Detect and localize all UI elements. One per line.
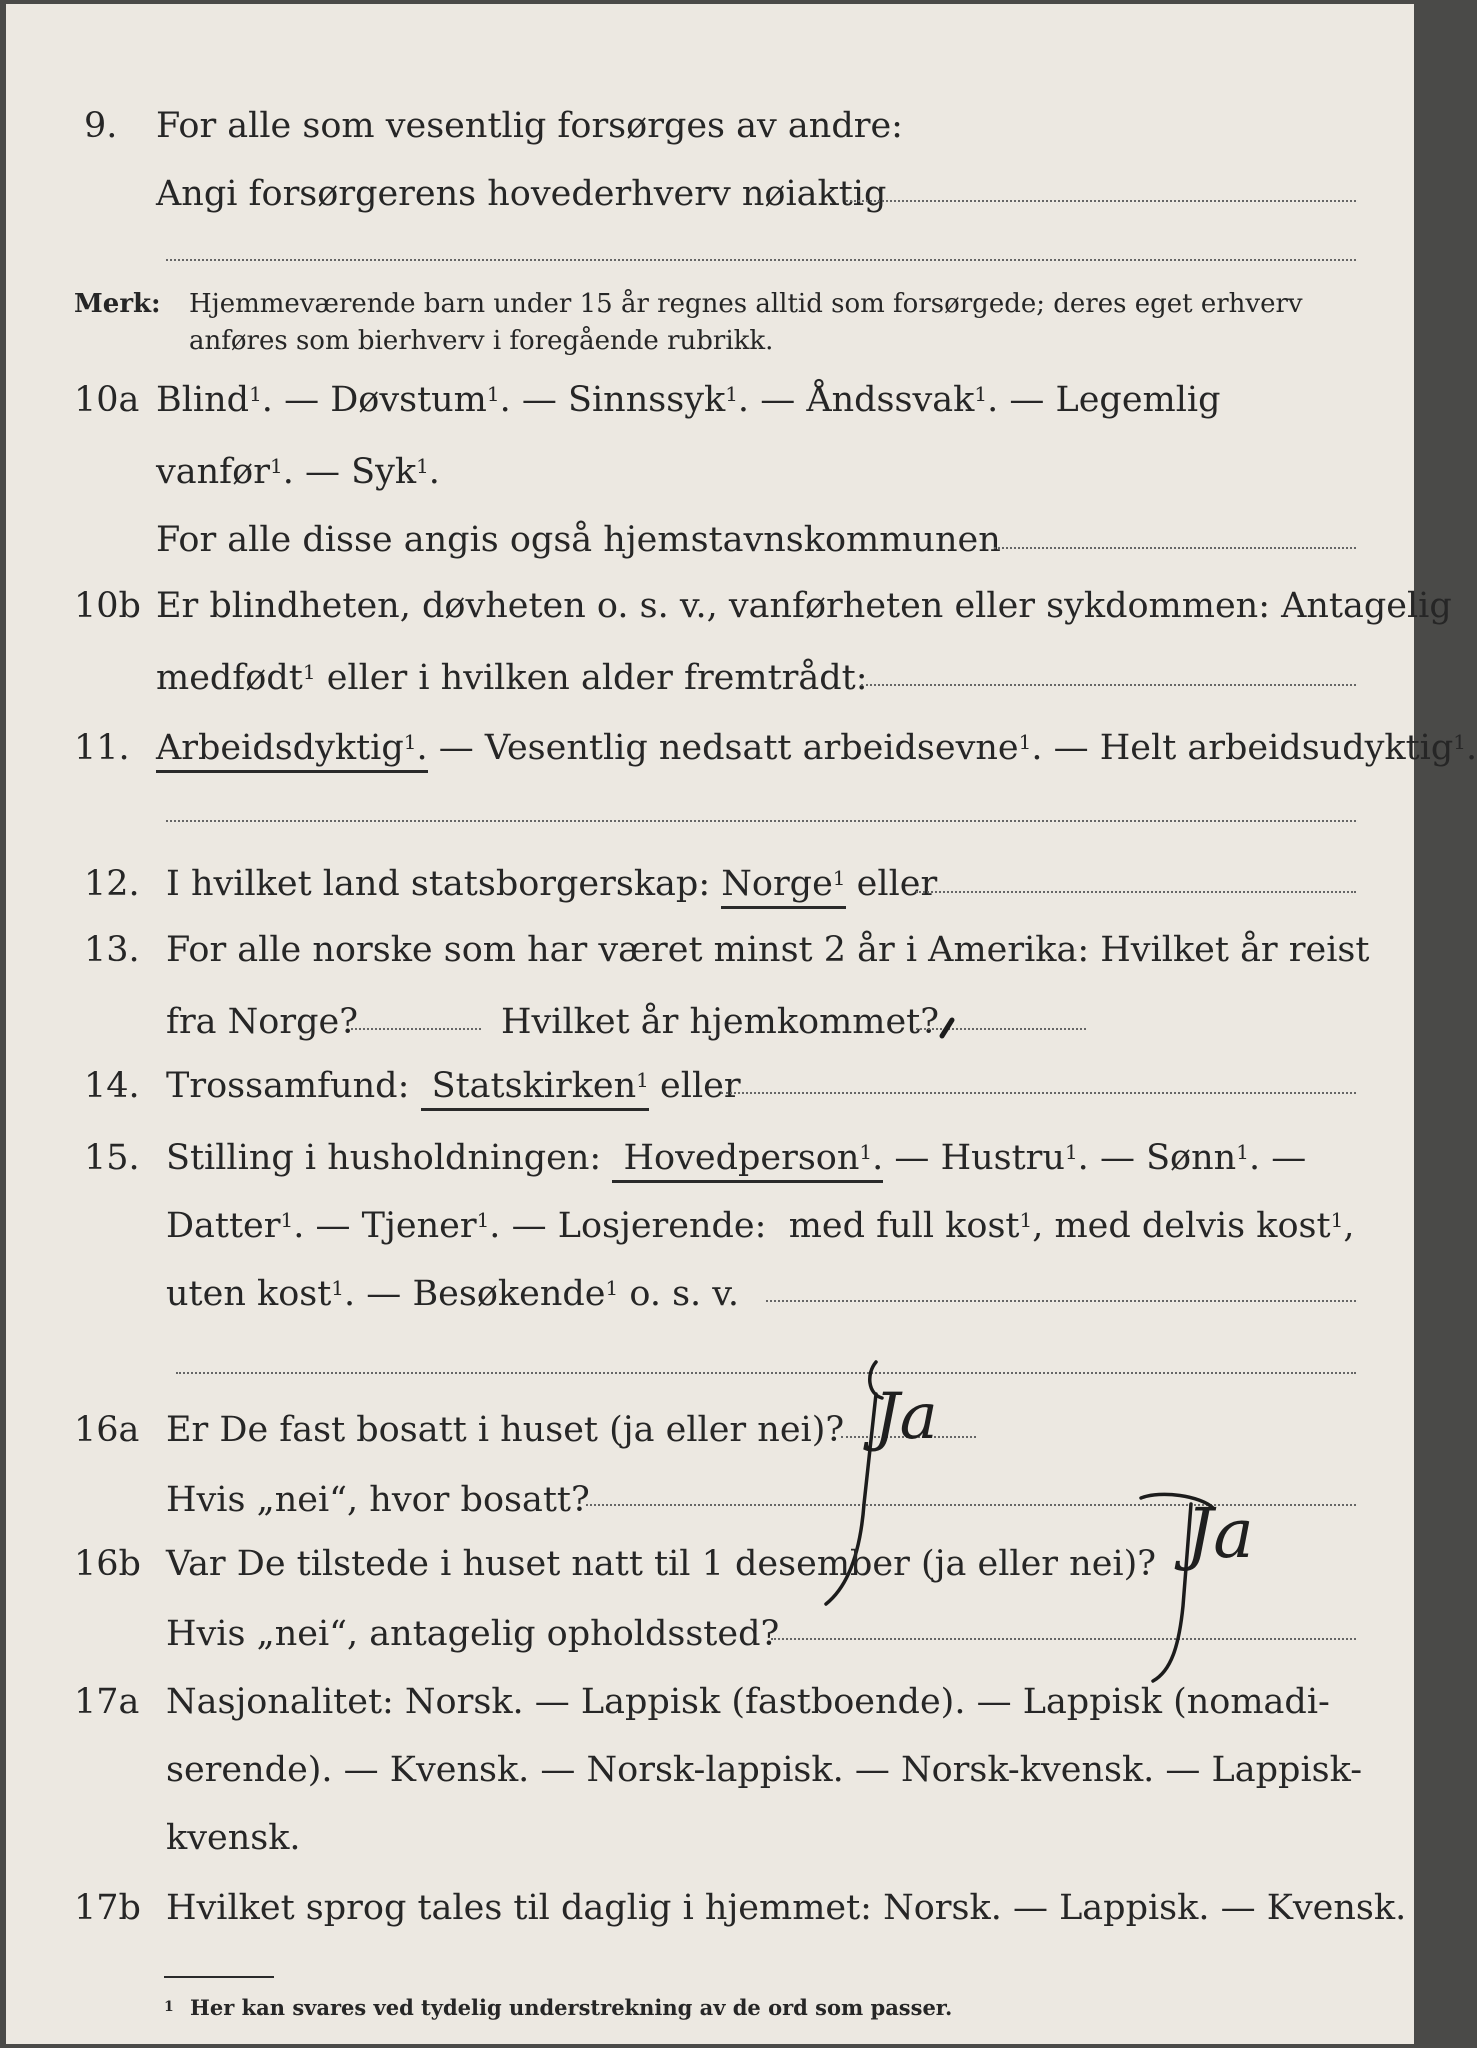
dash-7: — [1053,728,1089,768]
census-form-page [6,4,1477,2044]
q16b-line2: Hvis „nei“, antagelig opholdssted? [166,1614,780,1654]
opt-blind[interactable]: Blind [156,380,250,420]
sup-blind: 1 [249,382,262,406]
sup-vanfor: 1 [269,454,283,478]
ink-tick-mark [936,1016,960,1040]
opt-vanfor[interactable]: vanfør [156,452,270,492]
opt-datter[interactable]: Datter [166,1206,281,1246]
dash-1: — [284,380,320,420]
q15-line2: Datter$^1$. — Tjener$^1$. — Losjerende: med full kost$^1$, med delvis kost$^1$, [166,1206,1355,1246]
q17a-line3: kvensk. [166,1818,301,1858]
opt-medfodt[interactable]: medfødt [156,658,303,698]
q13-number: 13. [84,930,140,970]
q12-eller: eller [856,864,938,904]
q16a-number: 16a [74,1410,140,1450]
sup-hovedperson: 1 [859,1140,873,1164]
q17b-number: 17b [74,1888,141,1928]
q11-line: Arbeidsdyktig$^1$. — Vesentlig nedsatt arbeidsevne$^1$. — Helt arbeidsudyktig$^1$. [156,726,1477,770]
dash-6: — [438,728,474,768]
sup-besokende: 1 [605,1276,619,1300]
q17a-line1: Nasjonalitet: Norsk. — Lappisk (fastboende). — Lappisk (nomadi- [166,1682,1330,1722]
dash-12: — [511,1206,547,1246]
q16b-number: 16b [74,1544,141,1584]
q9-answer-field-2[interactable] [166,259,1356,261]
q14-line [166,1064,741,1108]
q17b-line1: Hvilket sprog tales til daglig i hjemmet: Norsk. — Lappisk. — Kvensk. [166,1888,1407,1928]
q16a-handwritten-answer: Ja [874,1380,938,1454]
sup-sinnssyk: 1 [725,382,738,406]
q16a-line2: Hvis „nei“, hvor bosatt? [166,1480,590,1520]
merk-line2: anføres som bierhverv i foregående rubrikk. [189,326,774,356]
q10a-answer-field[interactable] [994,547,1356,549]
opt-tjener[interactable]: Tjener [361,1206,477,1246]
sup-dovstum: 1 [486,382,500,406]
opt-hustru[interactable]: Hustru [940,1138,1065,1178]
q10b-line2 [156,656,868,700]
opt-syk[interactable]: Syk [351,452,417,492]
footnote-mark: 1 [164,1999,174,2015]
q13-reist-field[interactable] [351,1028,481,1030]
q10a-line2: vanfør$^1$. — Syk$^1$. [156,452,440,492]
opt-statskirken-label: Statskirken [431,1066,637,1106]
q12-line [166,862,937,906]
footnote-rule [164,1976,274,1978]
q9-answer-field[interactable] [846,200,1356,202]
q11-answer-field[interactable] [166,820,1356,822]
q17a-line2: serende). — Kvensk. — Norsk-lappisk. — Norsk-kvensk. — Lappisk- [166,1750,1363,1790]
q10a-number: 10a [74,380,140,420]
dash-3: — [760,380,796,420]
q15-text: Stilling i husholdningen: [166,1138,602,1178]
q9-number: 9. [84,106,118,146]
dash-5: — [304,452,340,492]
sup-udyktig: 1 [1453,730,1466,754]
q15-answer-field-2[interactable] [176,1372,1356,1374]
q14-number: 14. [84,1066,140,1106]
q15-losjerende: Losjerende: [557,1206,767,1246]
dash-13: — [366,1274,402,1314]
sup-delvis: 1 [1330,1208,1344,1232]
q10b-rest: eller i hvilken alder fremtrådt: [326,658,868,698]
opt-statskirken[interactable] [421,1066,649,1111]
q15-number: 15. [84,1138,140,1178]
merk-line1: Hjemmeværende barn under 15 år regnes alltid som forsørgede; deres eget erhverv [189,289,1303,319]
sup-norge: 1 [832,866,846,890]
sup-medfodt: 1 [302,660,316,684]
q13-line2b: Hvilket år hjemkommet? [501,1002,940,1042]
sup-sonn: 1 [1236,1140,1249,1164]
opt-arbeidsdyktig-label: Arbeidsdyktig [156,728,404,768]
sup-tjener: 1 [476,1208,490,1232]
opt-arbeidsdyktig[interactable]: Arbeidsdyktig$^1$. [156,728,428,773]
opt-udyktig[interactable]: Helt arbeidsudyktig [1099,728,1454,768]
handwritten-stroke-2 [1131,1486,1221,1686]
q17a-number: 17a [74,1682,140,1722]
q15-osv: o. s. v. [629,1274,740,1314]
opt-legemlig[interactable]: Legemlig [1055,380,1221,420]
q12-answer-field[interactable] [916,891,1356,893]
q14-text: Trossamfund: [166,1066,410,1106]
q15-answer-field[interactable] [766,1300,1356,1302]
opt-utenkost[interactable]: uten kost [166,1274,332,1314]
q10a-line3: For alle disse angis også hjemstavnskommunen [156,520,1001,560]
opt-dovstum[interactable]: Døvstum [330,380,487,420]
opt-sinnssyk[interactable]: Sinnssyk [568,380,726,420]
opt-delvis[interactable]: med delvis kost [1054,1206,1331,1246]
opt-hovedperson-label: Hovedperson [623,1138,860,1178]
q10b-line1: Er blindheten, døvheten o. s. v., vanførheten eller sykdommen: Antagelig [156,586,1452,626]
footnote-text: Her kan svares ved tydelig understrekning av de ord som passer. [190,1995,953,2020]
q10a-line1: Blind$^1$. — Døvstum$^1$. — Sinnssyk$^1$. — Åndssvak$^1$. — Legemlig [156,380,1221,420]
q13-line1: For alle norske som har været minst 2 år i Amerika: Hvilket år reist [166,930,1370,970]
q14-eller: eller [660,1066,741,1106]
opt-norge[interactable] [721,864,845,909]
sup-statskirken: 1 [636,1068,649,1092]
q12-text: I hvilket land statsborgerskap: [166,864,711,904]
sup-arbeidsdyktig: 1 [403,730,417,754]
q12-number: 12. [84,864,140,904]
sup-syk: 1 [416,454,429,478]
q15-line1: Stilling i husholdningen: Hovedperson$^1$. — Hustru$^1$. — Sønn$^1$. — [166,1136,1306,1180]
q10b-number: 10b [74,586,141,626]
dash-9: — [1099,1138,1135,1178]
q15-line3: uten kost$^1$. — Besøkende$^1$ o. s. v. [166,1274,740,1314]
merk-label: Merk: [74,289,161,319]
q10b-answer-field[interactable] [861,684,1356,686]
opt-andssvak[interactable]: Åndssvak [806,380,975,420]
sup-nedsatt: 1 [1018,730,1032,754]
sup-andssvak: 1 [974,382,988,406]
sup-utenkost: 1 [331,1276,345,1300]
q13-line2a: fra Norge? [166,1002,358,1042]
sup-datter: 1 [280,1208,294,1232]
dash-4: — [1009,380,1045,420]
dash-10: — [1271,1138,1307,1178]
q14-answer-field[interactable] [721,1092,1356,1094]
q9-line1: For alle som vesentlig forsørges av andre: [156,106,903,146]
opt-sonn[interactable]: Sønn [1146,1138,1237,1178]
q11-number: 11. [74,728,130,768]
q16b-line1: Var De tilstede i huset natt til 1 desember (ja eller nei)? [166,1544,1157,1584]
dash-11: — [315,1206,351,1246]
opt-besokende[interactable]: Besøkende [412,1274,606,1314]
q16b-opholdssted-field[interactable] [771,1638,1356,1640]
opt-norge-label: Norge [721,864,833,904]
q9-line2: Angi forsørgerens hovederhverv nøiaktig [156,174,887,214]
dash-2: — [521,380,557,420]
opt-nedsatt[interactable]: Vesentlig nedsatt arbeidsevne [484,728,1019,768]
opt-fullkost[interactable]: med full kost [788,1206,1020,1246]
sup-fullkost: 1 [1019,1208,1033,1232]
opt-hovedperson[interactable]: Hovedperson$^1$. [612,1138,883,1183]
q16a-line1: Er De fast bosatt i huset (ja eller nei)? [166,1410,845,1450]
q16b-handwritten-answer: Ja [1186,1495,1254,1574]
dash-8: — [894,1138,930,1178]
sup-hustru: 1 [1064,1140,1078,1164]
